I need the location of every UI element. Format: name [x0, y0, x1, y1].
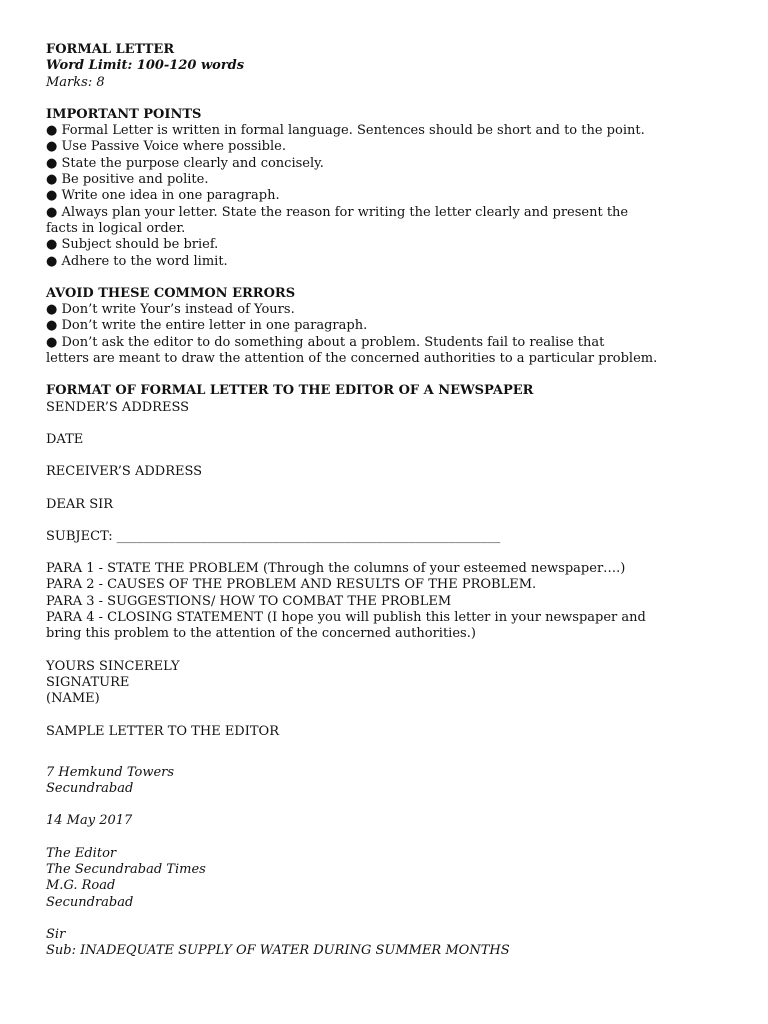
list-item: ● Use Passive Voice where possible.: [46, 139, 286, 155]
list-item: ● Don’t ask the editor to do something about a problem. Students fail to realise that: [46, 334, 605, 350]
sample-date: 14 May 2017: [46, 813, 133, 829]
list-item: ● Adhere to the word limit.: [46, 253, 228, 269]
format-closing: YOURS SINCERELY: [46, 658, 180, 674]
sample-sender-line: 7 Hemkund Towers: [46, 764, 175, 780]
marks: Marks: 8: [46, 74, 105, 90]
format-date: DATE: [46, 431, 84, 447]
list-item: ● Be positive and polite.: [46, 172, 209, 188]
format-para: PARA 3 - SUGGESTIONS/ HOW TO COMBAT THE PROBLEM: [46, 593, 452, 609]
format-salutation: DEAR SIR: [46, 496, 114, 512]
format-receiver: RECEIVER’S ADDRESS: [46, 464, 203, 480]
sample-receiver-line: The Editor: [46, 845, 117, 861]
sample-salutation: Sir: [46, 926, 66, 942]
important-points-heading: IMPORTANT POINTS: [46, 106, 202, 122]
common-errors-list: [46, 302, 746, 367]
list-item: ● Write one idea in one paragraph.: [46, 188, 280, 204]
format-para: PARA 2 - CAUSES OF THE PROBLEM AND RESULTS OF THE PROBLEM.: [46, 577, 537, 593]
list-item: ● State the purpose clearly and concisely.: [46, 155, 324, 171]
important-points-list: [46, 123, 746, 270]
format-para: PARA 4 - CLOSING STATEMENT (I hope you will publish this letter in your newspaper and: [46, 610, 646, 626]
format-sender: SENDER’S ADDRESS: [46, 399, 190, 415]
format-name: (NAME): [46, 691, 100, 707]
format-heading: FORMAT OF FORMAL LETTER TO THE EDITOR OF A NEWSPAPER: [46, 383, 534, 399]
sample-subject: Sub: INADEQUATE SUPPLY OF WATER DURING SUMMER MONTHS: [46, 943, 510, 959]
list-item: letters are meant to draw the attention of the concerned authorities to a particular problem.: [46, 351, 658, 367]
list-item: ● Formal Letter is written in formal language. Sentences should be short and to the point.: [46, 123, 645, 139]
word-limit: Word Limit: 100-120 words: [46, 58, 245, 74]
format-subject: SUBJECT: ___________________________________________________________: [46, 528, 501, 544]
list-item: ● Don’t write the entire letter in one paragraph.: [46, 318, 368, 334]
format-para: bring this problem to the attention of the concerned authorities.): [46, 626, 476, 642]
list-item: ● Subject should be brief.: [46, 237, 219, 253]
list-item: facts in logical order.: [46, 220, 186, 236]
sample-heading: SAMPLE LETTER TO THE EDITOR: [46, 723, 279, 739]
sample-receiver-line: The Secundrabad Times: [46, 861, 206, 877]
format-para: PARA 1 - STATE THE PROBLEM (Through the columns of your esteemed newspaper….): [46, 561, 626, 577]
format-signature: SIGNATURE: [46, 674, 130, 690]
document-title: FORMAL LETTER: [46, 42, 175, 57]
sample-letter: [46, 765, 746, 960]
document-page: [46, 42, 746, 959]
common-errors-heading: AVOID THESE COMMON ERRORS: [46, 285, 296, 301]
list-item: ● Don’t write Your’s instead of Yours.: [46, 302, 295, 318]
sample-receiver-line: Secundrabad: [46, 894, 134, 910]
sample-receiver-line: M.G. Road: [46, 878, 116, 894]
sample-sender-line: Secundrabad: [46, 781, 134, 797]
list-item: ● Always plan your letter. State the reason for writing the letter clearly and present the: [46, 204, 629, 220]
format-paragraphs: [46, 561, 746, 642]
